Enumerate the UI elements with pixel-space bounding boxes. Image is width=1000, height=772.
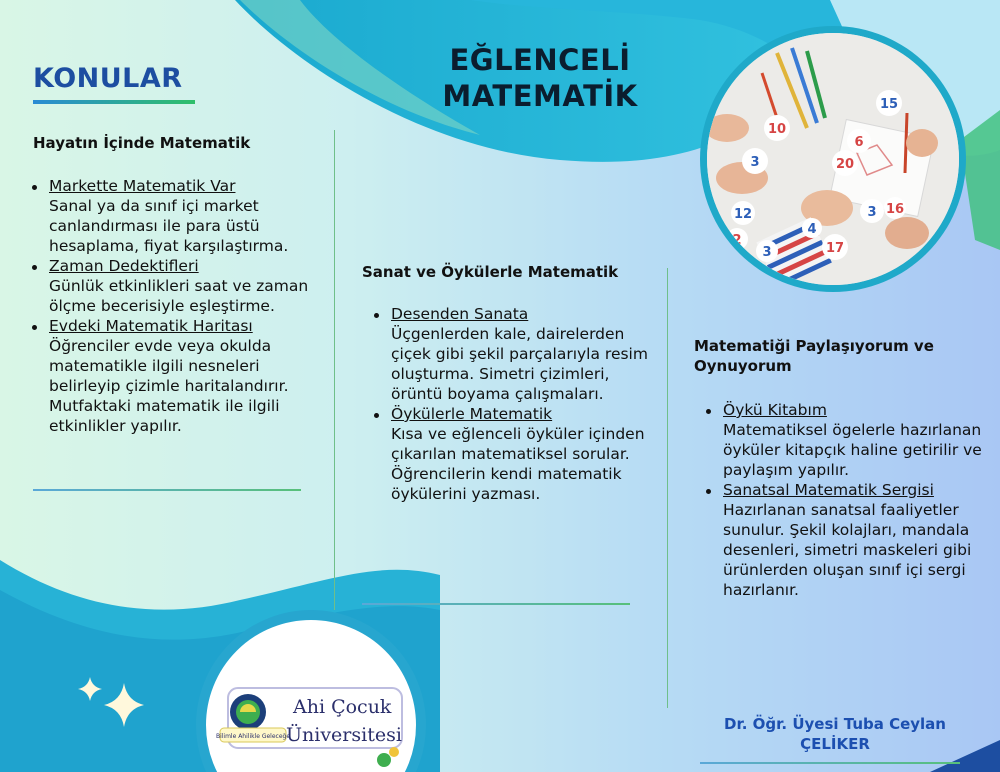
item-text: Sanal ya da sınıf içi market canlandırması ile para üstü hesaplama, fiyat karşılaştırma. <box>49 197 289 255</box>
item-title: Öykü Kitabım <box>723 401 827 419</box>
list-item <box>20 176 320 256</box>
number-label: 10 <box>767 122 787 137</box>
list-item <box>20 256 320 316</box>
column-1-list <box>20 176 320 436</box>
number-label: 2 <box>732 233 742 248</box>
list-item <box>694 480 984 600</box>
item-text: Günlük etkinlikleri saat ve zaman ölçme becerisiyle eşleştirme. <box>49 277 309 315</box>
title-line-2: MATEMATİK <box>442 79 638 113</box>
number-label: 15 <box>879 97 899 112</box>
item-text: Üçgenlerden kale, dairelerden çiçek gibi şekil parçalarıyla resim oluşturma. Simetri çizimleri, örüntü boyama çalışmaları. <box>391 325 648 403</box>
item-text: Matematiksel ögelerle hazırlanan öyküler kitapçık haline getirilir ve paylaşım yapılır. <box>723 421 982 479</box>
column-2-list <box>362 304 652 504</box>
column-2-title: Sanat ve Öykülerle Matematik <box>362 263 619 281</box>
page-title <box>420 42 660 114</box>
column-1-title: Hayatın İçinde Matematik <box>33 134 251 152</box>
item-title: Öykülerle Matematik <box>391 405 553 423</box>
item-text: Kısa ve eğlenceli öyküler içinden çıkarılan matematiksel sorular. Öğrencilerin kendi matematik öykülerini yazması. <box>391 425 645 503</box>
kids-math-photo <box>707 33 959 285</box>
item-text: Öğrenciler evde veya okulda matematikle ilgili nesneleri belirleyip çizimle haritalandırır. Mutfaktaki matematik ile ilgili etkinlikler yapılır. <box>49 337 289 435</box>
list-item <box>20 316 320 436</box>
photo-illustration <box>707 33 959 285</box>
item-title: Desenden Sanata <box>391 305 529 323</box>
photo-frame <box>700 26 966 292</box>
section-heading: KONULAR <box>33 63 183 94</box>
logo-line-1: Ahi Çocuk <box>293 696 392 718</box>
column-divider <box>334 130 335 610</box>
item-text: Hazırlanan sanatsal faaliyetler sunulur. Şekil kolajları, mandala desenleri, simetri maskeleri gibi ürünlerden oluşan sınıf içi sergi hazırlanır. <box>723 501 972 599</box>
logo-tagline: Bilimle Ahilikle Geleceğe <box>216 733 291 740</box>
list-item <box>694 400 984 480</box>
number-label: 20 <box>835 157 855 172</box>
sparkle-icon <box>74 673 154 733</box>
number-label: 3 <box>762 245 772 260</box>
number-label: 4 <box>807 222 817 237</box>
author-line-1: Dr. Öğr. Üyesi Tuba Ceylan <box>724 715 946 733</box>
column-rule <box>700 762 960 764</box>
number-label: 16 <box>885 202 905 217</box>
item-title: Zaman Dedektifleri <box>49 257 199 275</box>
number-label: 12 <box>733 207 753 222</box>
column-divider <box>667 268 668 708</box>
column-3-title: Matematiği Paylaşıyorum ve Oynuyorum <box>694 337 934 375</box>
logo-line-2: Üniversitesi <box>286 724 402 746</box>
author-line-2: ÇELİKER <box>800 735 870 753</box>
list-item <box>362 404 652 504</box>
number-label: 6 <box>854 135 864 150</box>
column-rule <box>362 603 630 605</box>
number-label: 3 <box>867 205 877 220</box>
item-title: Markette Matematik Var <box>49 177 236 195</box>
column-3-list <box>694 400 984 600</box>
number-label: 17 <box>825 241 845 256</box>
heading-underline <box>33 100 195 104</box>
item-title: Evdeki Matematik Haritası <box>49 317 253 335</box>
column-rule <box>33 489 301 491</box>
author-name <box>700 714 970 754</box>
item-title: Sanatsal Matematik Sergisi <box>723 481 934 499</box>
title-line-1: EĞLENCELİ <box>449 43 631 77</box>
number-label: 3 <box>750 155 760 170</box>
list-item <box>362 304 652 404</box>
